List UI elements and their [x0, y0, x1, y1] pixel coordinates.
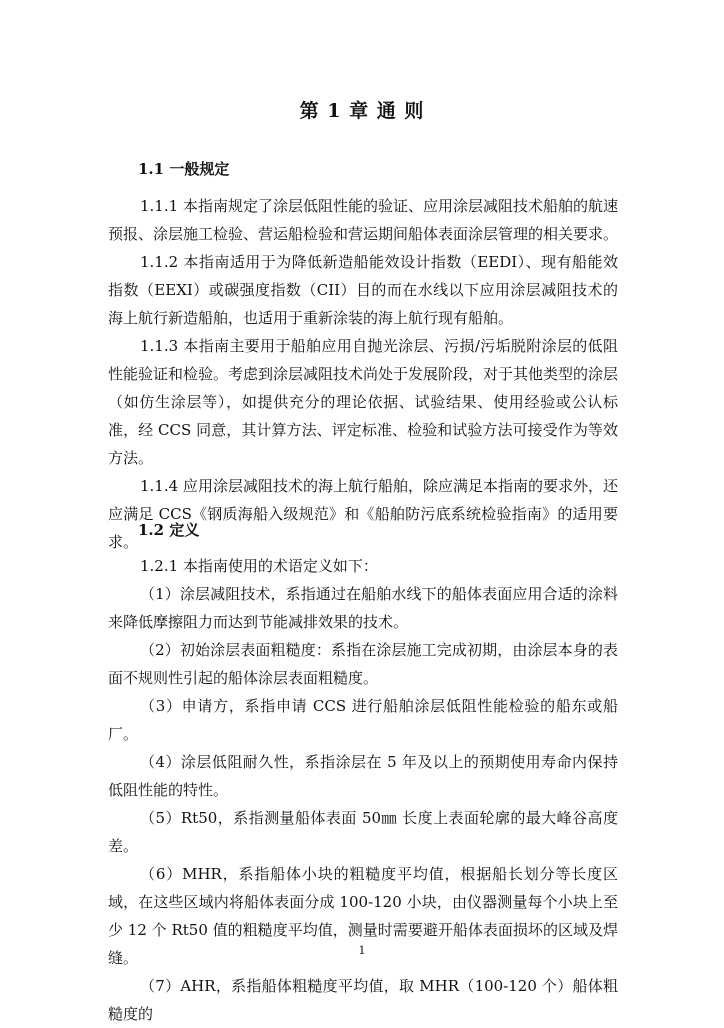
paragraph-1-1-4: 1.1.4 应用涂层减阻技术的海上航行船舶，除应满足本指南的要求外，还应满足 CCS《钢质海船入级规范》和《船舶防污底系统检验指南》的适用要求。: [108, 477, 618, 551]
paragraph-1-1-3: 1.1.3 本指南主要用于船舶应用自抛光涂层、污损/污垢脱附涂层的低阻性能验证和检验。考虑到涂层减阻技术尚处于发展阶段，对于其他类型的涂层（如仿生涂层等），如提供充分的理论依据、试验结果、使用经验或公认标准，经 CCS 同意，其计算方法、评定标准、检验和试验方法可接受作为等效方法。: [108, 337, 619, 467]
definition-item-4: （4）涂层低阻耐久性，系指涂层在 5 年及以上的预期使用寿命内保持低阻性能的特性。: [108, 753, 618, 799]
definition-item-7: （7）AHR，系指船体粗糙度平均值，取 MHR（100-120 个）船体粗糙度的: [108, 977, 618, 1023]
section-heading-1-1: 1.1 一般规定: [138, 160, 230, 178]
paragraph-1-2-1: 1.2.1 本指南使用的术语定义如下：: [140, 557, 378, 575]
chapter-title: 第 1 章 通 则: [299, 100, 425, 122]
definition-item-1: （1）涂层减阻技术，系指通过在船舶水线下的船体表面应用合适的涂料来降低摩擦阻力而达到节能减排效果的技术。: [108, 585, 618, 631]
definition-item-6: （6）MHR，系指船体小块的粗糙度平均值，根据船长划分等长度区域，在这些区域内将船体表面分成 100-120 小块，由仪器测量每个小块上至少 12 个 Rt50 值的粗糙度平均值，测量时需要避开船体表面损坏的区域及焊缝。: [108, 865, 618, 967]
paragraph-1-1-1: 1.1.1 本指南规定了涂层低阻性能的验证、应用涂层减阻技术船舶的航速预报、涂层施工检验、营运船检验和营运期间船体表面涂层管理的相关要求。: [108, 197, 619, 243]
section-body-1-1: [108, 192, 618, 556]
section-heading-1-2: 1.2 定义: [138, 521, 200, 539]
definition-item-3: （3）申请方，系指申请 CCS 进行船舶涂层低阻性能检验的船东或船厂。: [108, 697, 618, 743]
paragraph-1-1-2: 1.1.2 本指南适用于为降低新造船能效设计指数（EEDI）、现有船能效指数（EEXI）或碳强度指数（CII）目的而在水线以下应用涂层减阻技术的海上航行新造船舶，也适用于重新涂装的海上航行现有船舶。: [108, 253, 618, 327]
definition-item-2: （2）初始涂层表面粗糙度：系指在涂层施工完成初期，由涂层本身的表面不规则性引起的船体涂层表面粗糙度。: [108, 641, 618, 687]
page-number: 1: [358, 944, 366, 957]
definition-item-5: （5）Rt50，系指测量船体表面 50㎜ 长度上表面轮廓的最大峰谷高度差。: [108, 809, 618, 855]
